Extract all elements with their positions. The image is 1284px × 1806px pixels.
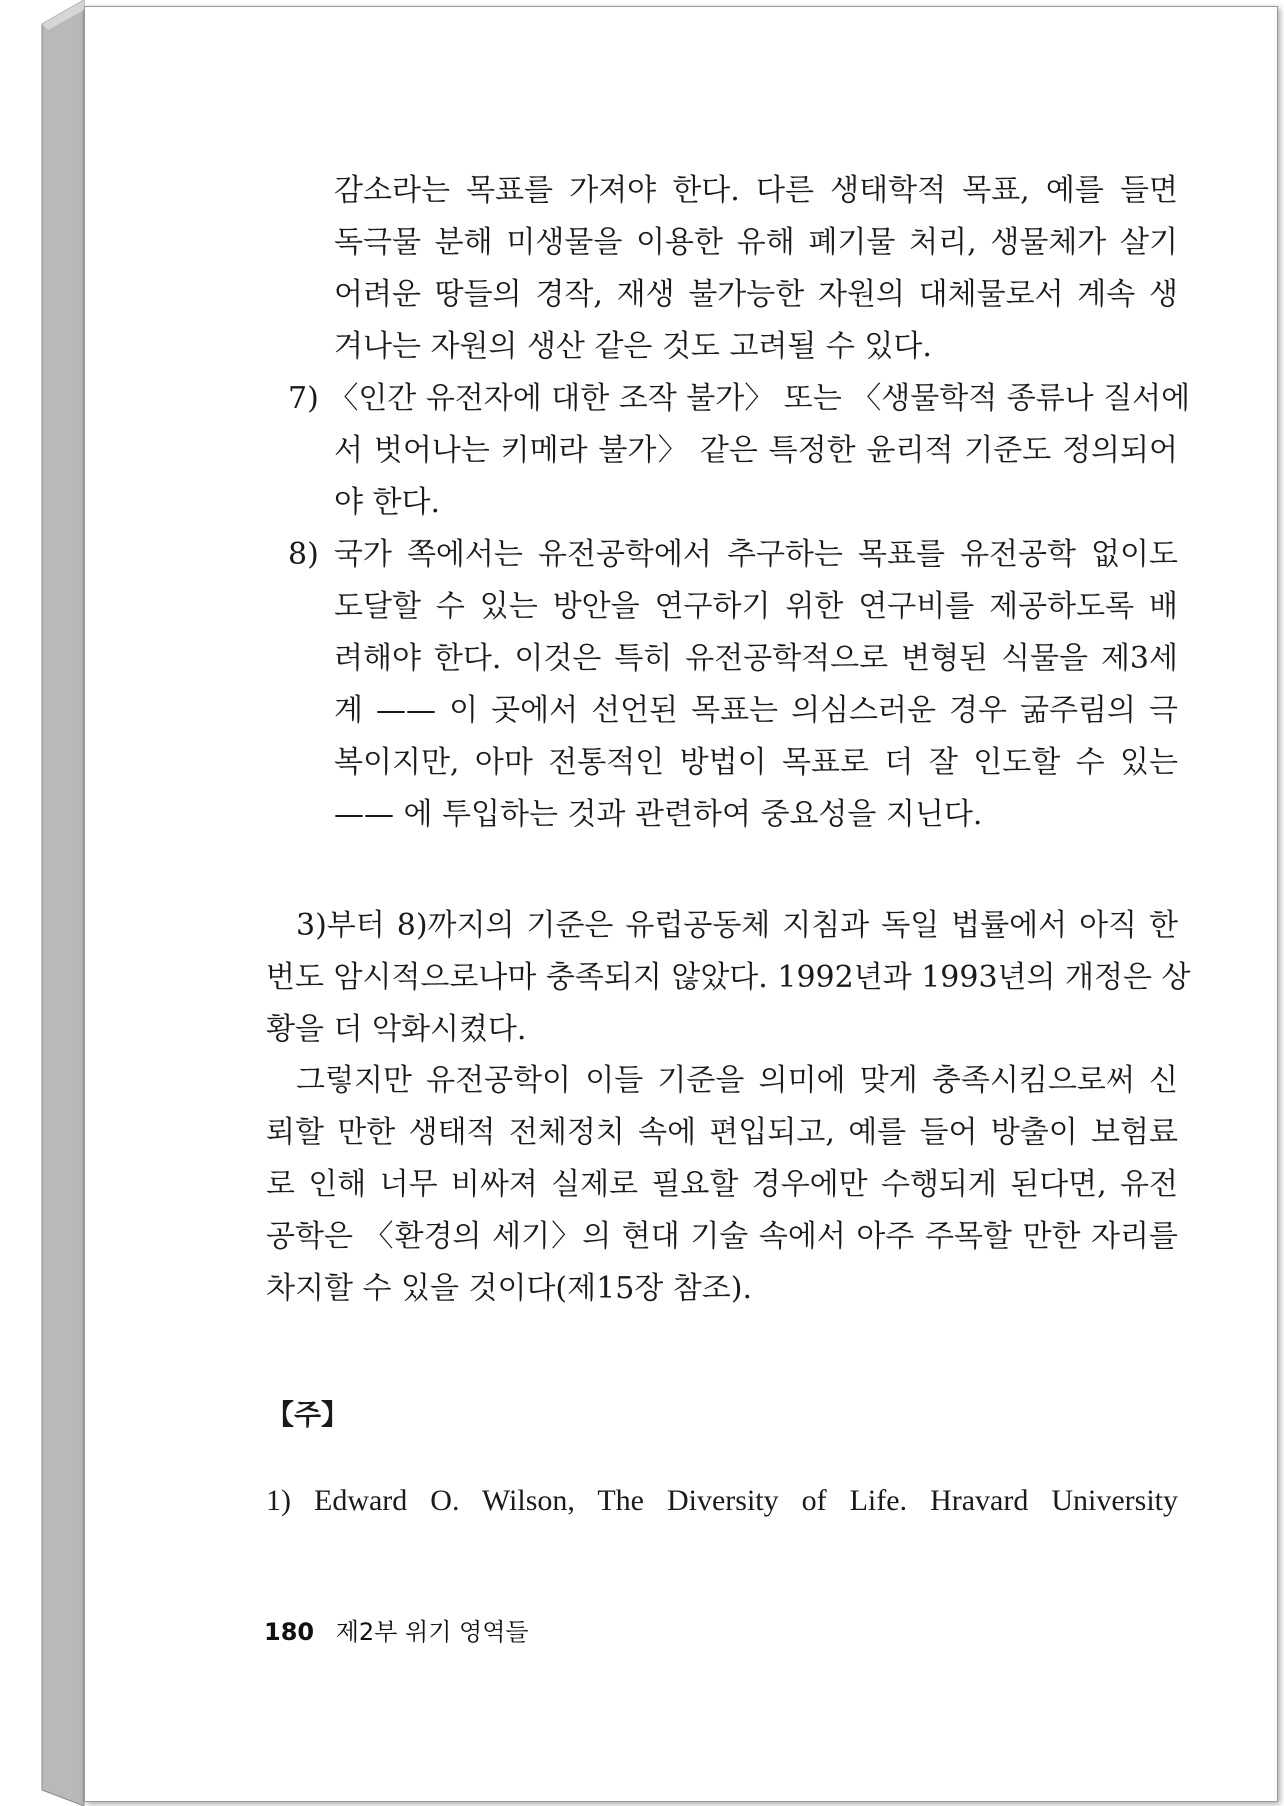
text-line: 황을 더 악화시켰다.	[266, 1012, 527, 1047]
text-line: 그렇지만 유전공학이 이들 기준을 의미에 맞게 충족시킴으로써 신	[296, 1063, 1178, 1098]
text-line: 8) 국가 쪽에서는 유전공학에서 추구하는 목표를 유전공학 없이도	[288, 537, 1178, 572]
text-line: 도달할 수 있는 방안을 연구하기 위한 연구비를 제공하도록 배	[334, 589, 1178, 624]
paragraph-criteria	[266, 900, 1191, 1056]
item-6-continuation	[266, 165, 1178, 373]
paragraph-conclusion	[266, 1055, 1178, 1315]
running-footer-section: 제2부 위기 영역들	[335, 1618, 529, 1646]
text-line: 번도 암시적으로나마 충족되지 않았다. 1992년과 1993년의 개정은 상	[266, 960, 1191, 995]
text-line: 3)부터 8)까지의 기준은 유럽공동체 지침과 독일 법률에서 아직 한	[296, 908, 1178, 943]
text-line: 공학은 〈환경의 세기〉의 현대 기술 속에서 아주 주목할 만한 자리를	[266, 1219, 1178, 1254]
text-line: 어려운 땅들의 경작, 재생 불가능한 자원의 대체물로서 계속 생	[334, 277, 1178, 312]
text-line: 서 벗어나는 키메라 불가〉 같은 특정한 윤리적 기준도 정의되어	[334, 433, 1178, 468]
text-line: 겨나는 자원의 생산 같은 것도 고려될 수 있다.	[334, 329, 932, 364]
text-line: 차지할 수 있을 것이다(제15장 참조).	[266, 1271, 753, 1306]
page-footer	[264, 1612, 529, 1647]
list-item-8	[266, 529, 1178, 841]
text-line: 로 인해 너무 비싸져 실제로 필요할 경우에만 수행되게 된다면, 유전	[266, 1167, 1178, 1202]
text-line: 계 —— 이 곳에서 선언된 목표는 의심스러운 경우 굶주림의 극	[334, 693, 1178, 728]
footnote-1: 1) Edward O. Wilson, The Diversity of Life. Hravard University	[266, 1484, 1178, 1517]
notes-heading: 【주】	[266, 1398, 350, 1431]
text-line: 감소라는 목표를 가져야 한다. 다른 생태학적 목표, 예를 들면	[334, 173, 1178, 208]
page-number: 180	[264, 1618, 315, 1646]
text-line: 야 한다.	[334, 485, 441, 520]
text-line: 7) 〈인간 유전자에 대한 조작 불가〉 또는 〈생물학적 종류나 질서에	[288, 381, 1191, 416]
text-line: —— 에 투입하는 것과 관련하여 중요성을 지닌다.	[334, 797, 983, 832]
list-item-7	[266, 373, 1191, 529]
text-line: 복이지만, 아마 전통적인 방법이 목표로 더 잘 인도할 수 있는	[334, 745, 1178, 780]
text-line: 독극물 분해 미생물을 이용한 유해 폐기물 처리, 생물체가 살기	[334, 225, 1178, 260]
text-line: 려해야 한다. 이것은 특히 유전공학적으로 변형된 식물을 제3세	[334, 641, 1178, 676]
text-line: 뢰할 만한 생태적 전체정치 속에 편입되고, 예를 들어 방출이 보험료	[266, 1115, 1178, 1150]
